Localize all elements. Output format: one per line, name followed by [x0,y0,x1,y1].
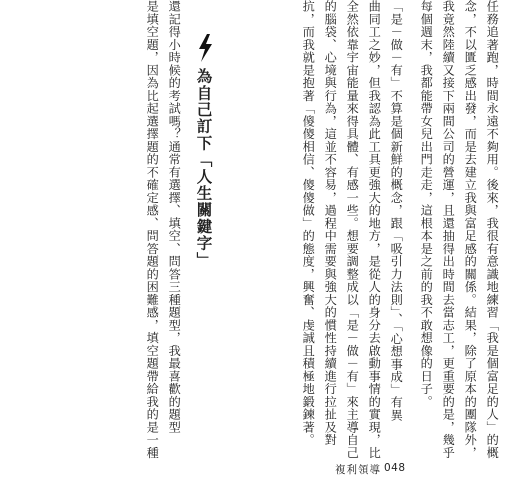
text-column: 每個週末，我都能帶女兒出門走走，這根本是之前的我不敢想像的日子。 [419,0,434,408]
text-column: 我竟然陸續又接下兩間公司的營運，且還抽得出時間去當志工，更重要的是，幾乎 [441,0,456,459]
text-column: 抗，而我就是抱著「傻傻相信、傻傻做」的態度，興奮、虔誠且積極地鍛鍊著。 [301,0,316,447]
running-title: 複利領導 [335,464,381,476]
text-column: 全然依靠宇宙能量來得具體、有感一些。想要調整成以「是－做－有」來主導自己 [345,0,360,459]
page-number: 048 [384,462,406,474]
text-column: 「是－做－有」不算是個新鮮的概念，跟「吸引力法則」、「心想事成」有異 [389,0,404,422]
text-column: 任務追著跑，時間永遠不夠用。後來，我很有意識地練習「我是個富足的人」的概 [485,0,500,459]
lightning-bolt-icon [196,34,214,62]
text-column: 是填空題，因為比起選擇題的不確定感、問答題的困難感，填空題帶給我的是一種 [145,0,160,459]
text-column: 的腦袋、心境與行為，這並不容易，過程中需要與強大的慣性持續進行拉扯及對 [323,0,338,447]
section-heading: 為自己訂下「人生關鍵字」 [194,68,214,269]
text-column: 念，不以匱乏感出發，而是去建立我與富足感的關係。結果，除了原本的團隊外， [463,0,478,459]
text-column: 曲同工之妙，但我認為此工具更強大的地方，是從人的身分去啟動事情的實現，比 [367,0,382,459]
text-column: 還記得小時候的考試嗎？通常有選擇、填空、問答三種題型，我最喜歡的題型 [167,0,182,434]
